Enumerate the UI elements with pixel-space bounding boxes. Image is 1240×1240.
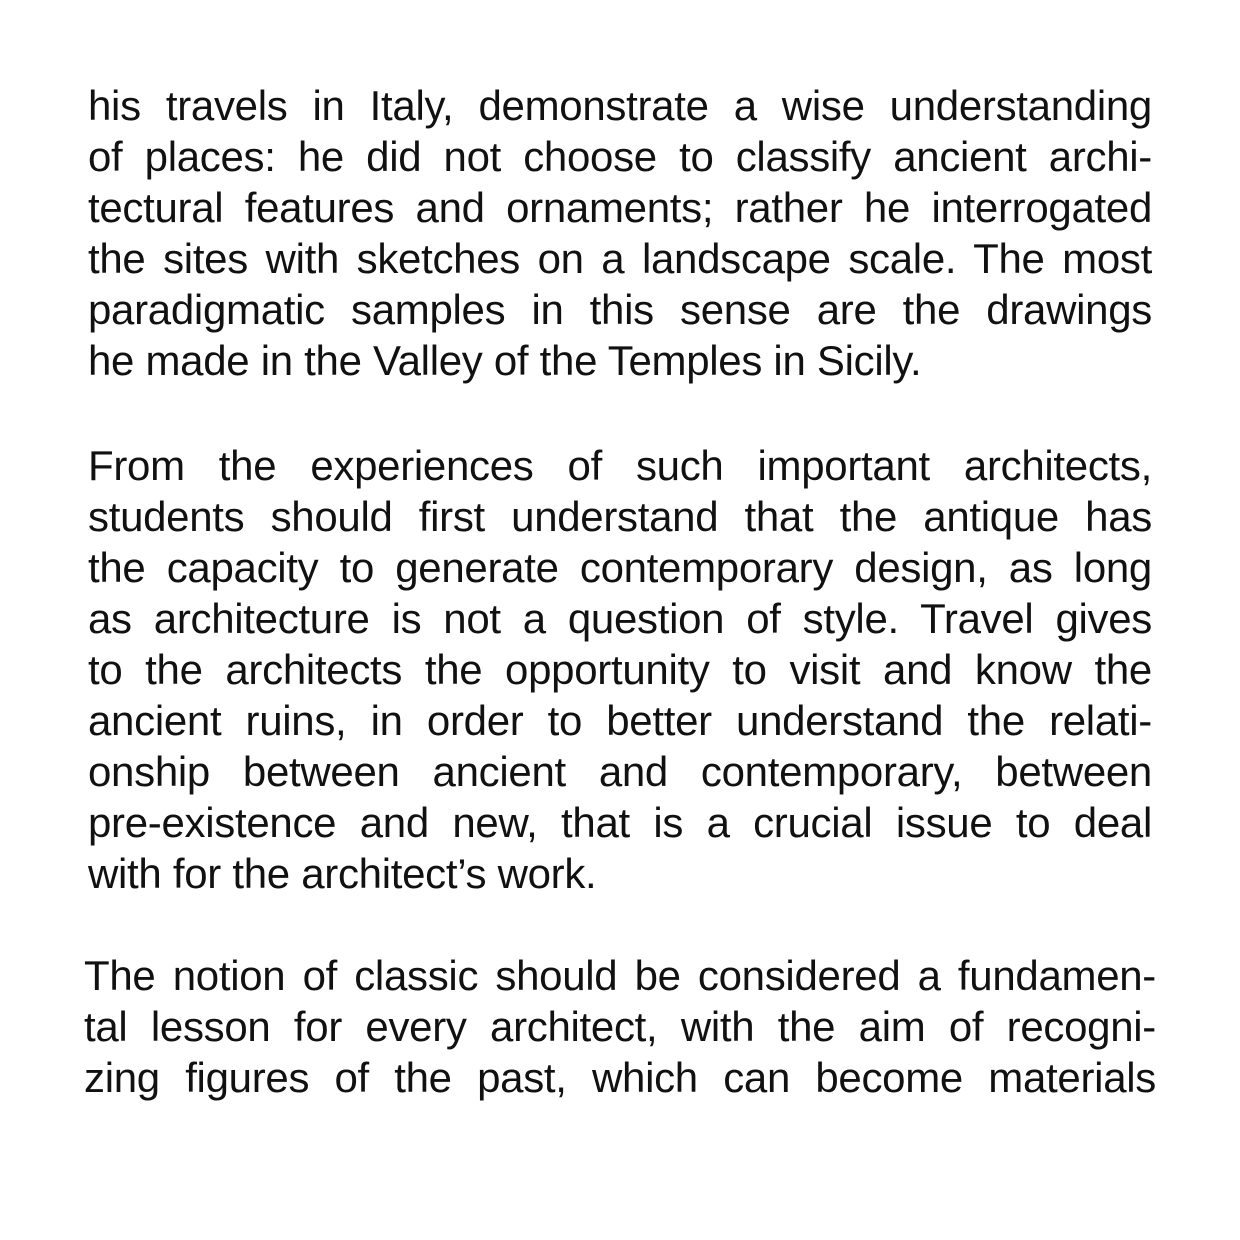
text-line: The notion of classic should be considered a fundamen- xyxy=(84,952,1156,999)
text-line: his travels in Italy, demonstrate a wise understanding xyxy=(88,82,1152,129)
paragraph-1 xyxy=(88,80,1152,386)
text-line: of places: he did not choose to classify ancient archi- xyxy=(88,133,1152,180)
text-line: tal lesson for every architect, with the aim of recogni- xyxy=(84,1003,1156,1050)
text-line: tectural features and ornaments; rather he interrogated xyxy=(88,184,1152,231)
paragraph-3 xyxy=(84,950,1156,1103)
text-line: pre-existence and new, that is a crucial issue to deal xyxy=(88,799,1152,846)
text-line: as architecture is not a question of style. Travel gives xyxy=(88,595,1152,642)
text-line: with for the architect’s work. xyxy=(88,850,597,897)
text-line: zing figures of the past, which can become materials xyxy=(84,1054,1156,1101)
text-line: students should first understand that the antique has xyxy=(88,493,1152,540)
text-line: ancient ruins, in order to better understand the relati- xyxy=(88,697,1152,744)
text-line: paradigmatic samples in this sense are the drawings xyxy=(88,286,1152,333)
text-line: he made in the Valley of the Temples in Sicily. xyxy=(88,337,922,384)
text-line: onship between ancient and contemporary, between xyxy=(88,748,1152,795)
paragraph-2 xyxy=(88,440,1152,899)
text-line: From the experiences of such important architects, xyxy=(88,442,1152,489)
text-line: to the architects the opportunity to visit and know the xyxy=(88,646,1152,693)
text-line: the sites with sketches on a landscape scale. The most xyxy=(88,235,1152,282)
text-line: the capacity to generate contemporary design, as long xyxy=(88,544,1152,591)
